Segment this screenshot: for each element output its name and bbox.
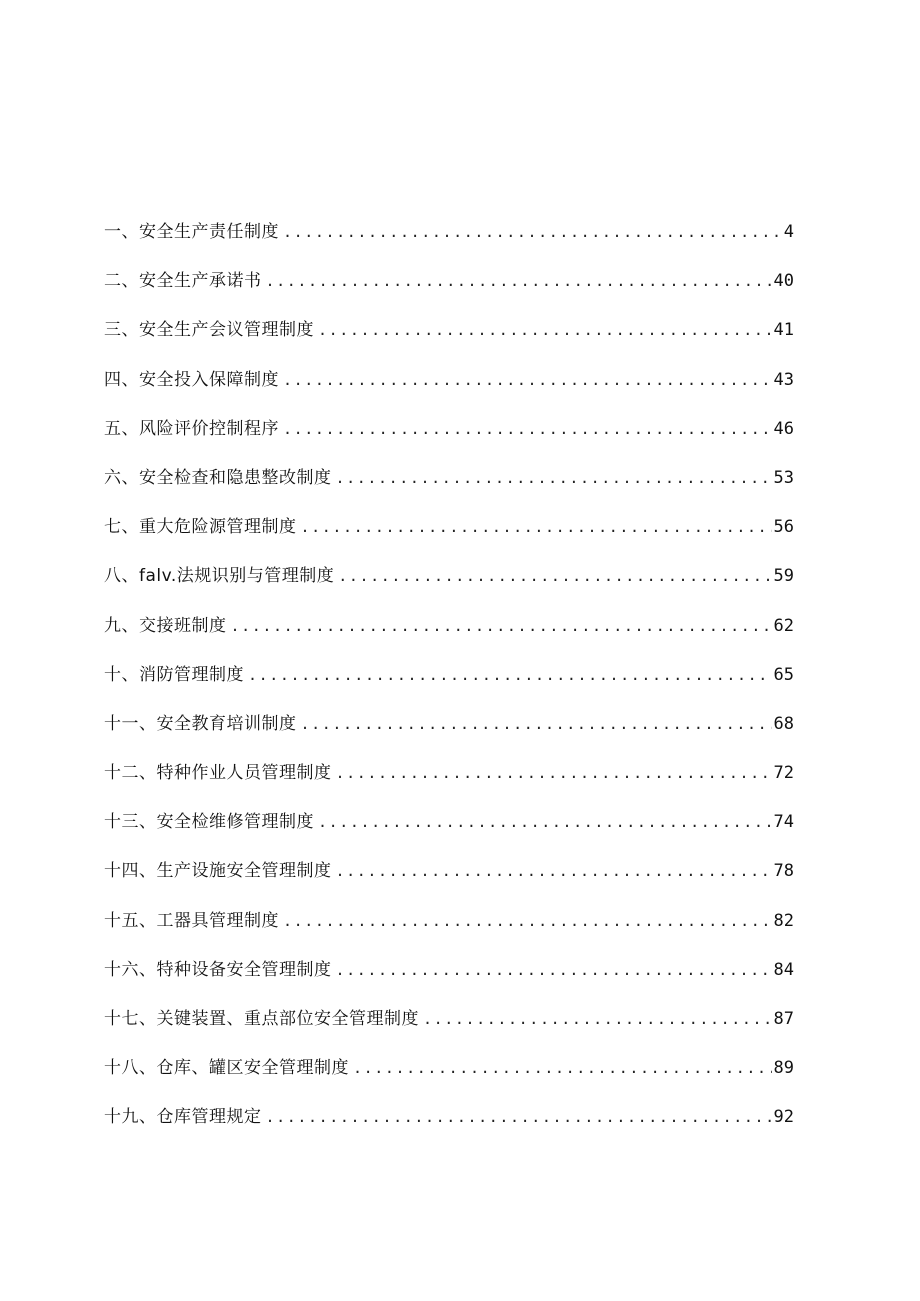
toc-entry[interactable] xyxy=(104,804,794,853)
toc-page-number: 89 xyxy=(773,1058,794,1079)
toc-dot-leader xyxy=(336,952,772,988)
toc-entry-title: 十三、安全检维修管理制度 xyxy=(104,812,314,833)
toc-entry-title: 十、消防管理制度 xyxy=(104,664,244,685)
toc-entry[interactable] xyxy=(104,657,794,706)
toc-entry[interactable] xyxy=(104,706,794,755)
toc-entry-title: 二、安全生产承诺书 xyxy=(104,271,262,292)
toc-entry[interactable] xyxy=(104,263,794,312)
toc-entry[interactable] xyxy=(104,214,794,263)
toc-page-number: 78 xyxy=(773,861,794,882)
toc-page-number: 92 xyxy=(773,1107,794,1128)
toc-entry-title: 三、安全生产会议管理制度 xyxy=(104,320,314,341)
toc-dot-leader xyxy=(283,903,772,939)
toc-entry[interactable] xyxy=(104,952,794,1001)
toc-entry-title: 一、安全生产责任制度 xyxy=(104,222,279,242)
toc-entry-title: 七、重大危险源管理制度 xyxy=(104,517,297,538)
toc-page-number: 53 xyxy=(773,467,794,488)
toc-dot-leader xyxy=(353,1050,772,1086)
toc-dot-leader xyxy=(301,706,772,742)
toc-dot-leader xyxy=(318,312,772,348)
toc-dot-leader xyxy=(338,558,771,594)
toc-entry-title: 九、交接班制度 xyxy=(104,615,227,636)
toc-entry-title: 六、安全检查和隐患整改制度 xyxy=(104,467,332,488)
toc-entry[interactable] xyxy=(104,853,794,902)
toc-page-number: 65 xyxy=(773,664,794,685)
toc-entry[interactable] xyxy=(104,1050,794,1099)
toc-dot-leader xyxy=(231,608,772,644)
toc-entry[interactable] xyxy=(104,312,794,361)
toc-entry[interactable] xyxy=(104,509,794,558)
toc-entry[interactable] xyxy=(104,558,794,607)
toc-dot-leader xyxy=(266,1099,772,1135)
toc-dot-leader xyxy=(283,362,772,398)
toc-page-number: 72 xyxy=(773,763,794,784)
toc-dot-leader xyxy=(423,1001,772,1037)
toc-dot-leader xyxy=(336,460,772,496)
toc-entry-title: 十九、仓库管理规定 xyxy=(104,1107,262,1128)
toc-page-number: 46 xyxy=(773,418,794,439)
toc-entry-title: 十五、工器具管理制度 xyxy=(104,910,279,931)
toc-page-number: 40 xyxy=(773,271,794,292)
toc-dot-leader xyxy=(283,214,782,250)
toc-page-number: 62 xyxy=(773,615,794,636)
toc-entry-title: 十七、关键装置、重点部位安全管理制度 xyxy=(104,1009,419,1029)
toc-dot-leader xyxy=(248,657,772,693)
toc-dot-leader xyxy=(283,411,772,447)
toc-entry[interactable] xyxy=(104,903,794,952)
toc-entry[interactable] xyxy=(104,460,794,509)
toc-page-number: 82 xyxy=(773,910,794,931)
toc-entry-title: 十六、特种设备安全管理制度 xyxy=(104,959,332,980)
toc-entry-title: 十一、安全教育培训制度 xyxy=(104,713,297,734)
toc-entry[interactable] xyxy=(104,411,794,460)
toc-dot-leader xyxy=(336,755,772,791)
toc-page-number: 87 xyxy=(773,1009,794,1029)
toc-dot-leader xyxy=(266,263,772,299)
toc-page-number: 4 xyxy=(783,222,794,242)
toc-page-number: 43 xyxy=(773,369,794,390)
toc-page-number: 68 xyxy=(773,713,794,734)
toc-page-number: 56 xyxy=(773,517,794,538)
toc-dot-leader xyxy=(336,853,772,889)
table-of-contents xyxy=(104,214,794,1149)
toc-page-number: 59 xyxy=(773,566,794,587)
toc-entry-title: 十二、特种作业人员管理制度 xyxy=(104,763,332,784)
toc-entry[interactable] xyxy=(104,362,794,411)
toc-entry[interactable] xyxy=(104,608,794,657)
toc-entry-title: 十八、仓库、罐区安全管理制度 xyxy=(104,1058,349,1079)
toc-entry[interactable] xyxy=(104,1099,794,1148)
toc-page-number: 74 xyxy=(773,812,794,833)
toc-page-number: 41 xyxy=(773,320,794,341)
toc-entry-title: 四、安全投入保障制度 xyxy=(104,369,279,390)
toc-entry-title: 五、风险评价控制程序 xyxy=(104,418,279,439)
toc-dot-leader xyxy=(301,509,772,545)
toc-entry-title: 十四、生产设施安全管理制度 xyxy=(104,861,332,882)
toc-entry[interactable] xyxy=(104,755,794,804)
toc-entry-title: 八、falv.法规识别与管理制度 xyxy=(104,566,335,587)
toc-dot-leader xyxy=(318,804,772,840)
toc-entry[interactable] xyxy=(104,1001,794,1050)
toc-page-number: 84 xyxy=(773,959,794,980)
